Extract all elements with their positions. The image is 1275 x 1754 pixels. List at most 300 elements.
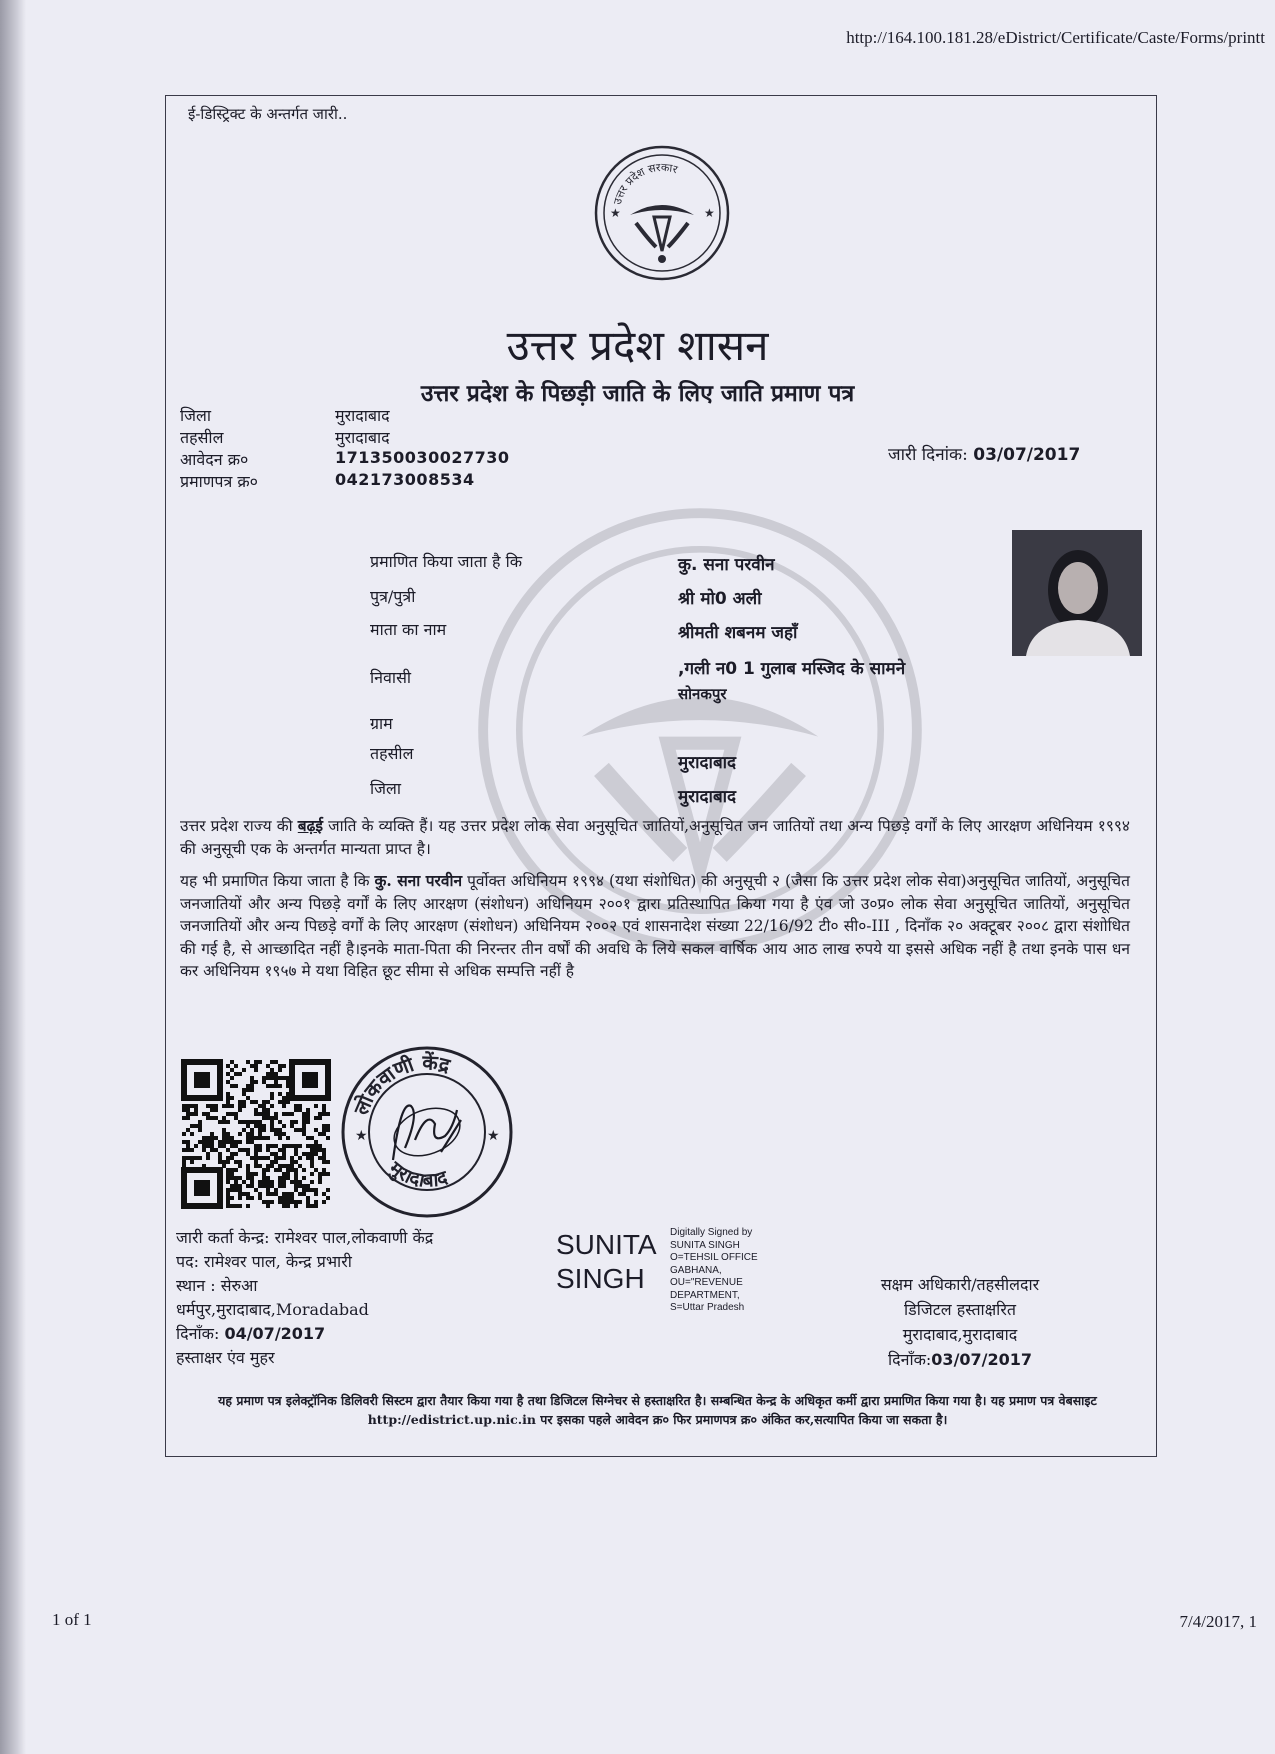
meta-label: तहसील — [180, 428, 224, 447]
qr-module — [306, 1108, 310, 1112]
qr-module — [230, 1152, 234, 1156]
qr-module — [262, 1136, 266, 1140]
qr-module — [310, 1160, 314, 1164]
qr-module — [270, 1096, 274, 1100]
qr-module — [322, 1156, 326, 1160]
qr-module — [226, 1064, 230, 1068]
qr-module — [230, 1184, 234, 1188]
qr-module — [246, 1124, 250, 1128]
authority-place: मुरादाबाद,मुरादाबाद — [902, 1325, 1018, 1344]
qr-module — [310, 1136, 314, 1140]
qr-module — [250, 1076, 254, 1080]
qr-module — [238, 1140, 242, 1144]
qr-module — [270, 1076, 274, 1080]
qr-module — [198, 1124, 202, 1128]
qr-module — [266, 1168, 270, 1172]
qr-module — [222, 1120, 226, 1124]
qr-module — [290, 1192, 294, 1196]
qr-module — [254, 1148, 258, 1152]
qr-module — [226, 1092, 230, 1096]
qr-module — [226, 1196, 230, 1200]
qr-module — [282, 1152, 286, 1156]
mother-name: श्रीमती शबनम जहाँ — [678, 623, 798, 643]
qr-module — [266, 1192, 270, 1196]
qr-module — [214, 1148, 218, 1152]
qr-module — [306, 1112, 310, 1116]
qr-module — [278, 1084, 282, 1088]
qr-module — [230, 1172, 234, 1176]
qr-module — [314, 1104, 318, 1108]
qr-module — [314, 1200, 318, 1204]
qr-module — [230, 1112, 234, 1116]
issuer-date — [176, 1322, 433, 1346]
qr-module — [226, 1096, 230, 1100]
qr-module — [262, 1172, 266, 1176]
meta-label: प्रमाणपत्र क्र० — [180, 472, 258, 491]
qr-module — [198, 1140, 202, 1144]
scan-edge-shadow — [0, 0, 26, 1754]
qr-module — [294, 1172, 298, 1176]
up-government-emblem-icon — [592, 143, 732, 283]
qr-module — [294, 1204, 298, 1208]
qr-module — [186, 1116, 190, 1120]
qr-module — [254, 1172, 258, 1176]
qr-module — [226, 1136, 230, 1140]
qr-module — [226, 1072, 230, 1076]
qr-module — [282, 1176, 286, 1180]
qr-module — [310, 1188, 314, 1192]
qr-module — [234, 1112, 238, 1116]
qr-module — [318, 1132, 322, 1136]
qr-module — [274, 1116, 278, 1120]
qr-module — [278, 1164, 282, 1168]
qr-module — [282, 1156, 286, 1160]
para2-post: पूर्वोक्त अधिनियम १९९४ (यथा संशोधित) की अनुसूची २ (जैसा कि उत्तर प्रदेश लोक सेवा)अनुसूचित जातियों, अनुसूचित जनजातियों और अन्य पिछड़े वर्गों के लिए आरक्षण (संशोधन) अधिनियम २००१ द्वारा प्रतिस्थापित किया गया है एंव जो उ०प्र० लोक सेवा अनुसूचित जातियों, अनुसूचित जनजातियों और अन्य पिछड़े वर्गों के लिए आरक्षण (संशोधन) अधिनियम २००२ एवं शासनादेश संख्या 22/16/92 टी० सी०-III , दिनाँक २० अक्टूबर २००८ द्वारा संशोधित की गई है, से आच्छादित नहीं है।इनके माता-पिता की निरन्तर तीन वर्षों की अवधि के लिये सकल वार्षिक आय आठ लाख रुपये या इससे अधिक नहीं है तथा इनके पास धन कर अधिनियम १९५७ मे यथा विहित छूट सीमा से अधिक सम्पत्ति नहीं है — [180, 872, 1130, 980]
qr-module — [270, 1092, 274, 1096]
qr-module — [294, 1200, 298, 1204]
qr-module — [294, 1188, 298, 1192]
qr-module — [246, 1176, 250, 1180]
qr-module — [270, 1124, 274, 1128]
qr-module — [258, 1060, 262, 1064]
qr-module — [266, 1108, 270, 1112]
qr-module — [306, 1188, 310, 1192]
qr-module — [222, 1136, 226, 1140]
qr-module — [270, 1160, 274, 1164]
qr-module — [194, 1144, 198, 1148]
qr-module — [274, 1112, 278, 1116]
qr-module — [274, 1060, 278, 1064]
qr-module — [242, 1092, 246, 1096]
qr-module — [254, 1136, 258, 1140]
qr-module — [282, 1144, 286, 1148]
issue-date-value: 03/07/2017 — [973, 445, 1081, 465]
qr-module — [294, 1160, 298, 1164]
qr-module — [266, 1100, 270, 1104]
qr-module — [234, 1152, 238, 1156]
qr-module — [230, 1060, 234, 1064]
print-date: 7/4/2017, 1 — [1179, 1612, 1257, 1631]
qr-module — [246, 1152, 250, 1156]
qr-module — [278, 1128, 282, 1132]
qr-module — [282, 1180, 286, 1184]
qr-module — [238, 1148, 242, 1152]
qr-module — [250, 1080, 254, 1084]
qr-module — [322, 1112, 326, 1116]
qr-module — [234, 1140, 238, 1144]
qr-module — [298, 1164, 302, 1168]
qr-module — [262, 1180, 266, 1184]
qr-module — [254, 1188, 258, 1192]
qr-module — [182, 1104, 186, 1108]
qr-module — [282, 1196, 286, 1200]
qr-module — [298, 1192, 302, 1196]
qr-module — [314, 1116, 318, 1120]
sig-note-line: OU="REVENUE — [670, 1277, 743, 1288]
issuer-post: पद: रामेश्वर पाल, केन्द्र प्रभारी — [176, 1252, 352, 1271]
qr-module — [274, 1188, 278, 1192]
qr-module — [290, 1196, 294, 1200]
qr-module — [326, 1196, 330, 1200]
qr-module — [218, 1120, 222, 1124]
qr-module — [238, 1104, 242, 1108]
verification-disclaimer: यह प्रमाण पत्र इलेक्ट्रॉनिक डिलिवरी सिस्टम द्वारा तैयार किया गया है तथा डिजिटल सिग्नेचर से हस्ताक्षरित है। सम्बन्धित केन्द्र के अधिकृत कर्मी द्वारा प्रमाणित किया गया है। यह प्रमाण पत्र वेबसाइट http://edistrict.up.nic.in पर इसका पहले आवेदन क्र० फिर प्रमाणपत्र क्र० अंकित कर,सत्यापित किया जा सकता है। — [218, 1393, 1097, 1427]
qr-module — [322, 1160, 326, 1164]
qr-module — [254, 1108, 258, 1112]
qr-module — [214, 1108, 218, 1112]
qr-module — [262, 1100, 266, 1104]
qr-module — [226, 1172, 230, 1176]
qr-module — [218, 1140, 222, 1144]
qr-module — [278, 1100, 282, 1104]
qr-module — [250, 1128, 254, 1132]
qr-module — [222, 1160, 226, 1164]
district-label: जिला — [370, 779, 402, 798]
qr-module — [278, 1176, 282, 1180]
qr-module — [318, 1180, 322, 1184]
certificate-number: 042173008534 — [335, 470, 475, 489]
qr-module — [198, 1156, 202, 1160]
meta-value: मुरादाबाद — [335, 406, 390, 425]
qr-module — [218, 1160, 222, 1164]
issuer-date-label: दिनाँक: — [176, 1324, 220, 1343]
qr-module — [262, 1104, 266, 1108]
qr-module — [190, 1112, 194, 1116]
qr-module — [322, 1128, 326, 1132]
qr-module — [322, 1192, 326, 1196]
qr-module — [226, 1156, 230, 1160]
para2-pre: यह भी प्रमाणित किया जाता है कि — [180, 872, 375, 890]
qr-module — [282, 1200, 286, 1204]
qr-module — [262, 1112, 266, 1116]
qr-module — [234, 1176, 238, 1180]
qr-module — [302, 1192, 306, 1196]
qr-module — [314, 1152, 318, 1156]
svg-text:उत्तर प्रदेश सरकार: उत्तर प्रदेश सरकार — [610, 160, 680, 206]
qr-module — [254, 1144, 258, 1148]
qr-module — [278, 1180, 282, 1184]
qr-module — [230, 1076, 234, 1080]
qr-module — [270, 1164, 274, 1168]
qr-module — [246, 1192, 250, 1196]
svg-text:लोकवाणी केंद्र: लोकवाणी केंद्र — [348, 1050, 453, 1119]
issue-date — [888, 442, 1080, 465]
qr-module — [246, 1140, 250, 1144]
qr-module — [306, 1152, 310, 1156]
qr-module — [326, 1188, 330, 1192]
qr-module — [298, 1128, 302, 1132]
qr-module — [194, 1104, 198, 1108]
qr-module — [322, 1200, 326, 1204]
meta-district-row — [180, 404, 510, 426]
qr-module — [306, 1144, 310, 1148]
qr-module — [318, 1148, 322, 1152]
qr-module — [286, 1176, 290, 1180]
qr-module — [270, 1060, 274, 1064]
qr-module — [230, 1136, 234, 1140]
qr-module — [226, 1148, 230, 1152]
qr-module — [242, 1088, 246, 1092]
qr-module — [294, 1176, 298, 1180]
certify-label: प्रमाणित किया जाता है कि — [370, 552, 523, 571]
qr-module — [246, 1060, 250, 1064]
qr-module — [186, 1108, 190, 1112]
qr-module — [322, 1124, 326, 1128]
qr-module — [262, 1076, 266, 1080]
qr-module — [202, 1144, 206, 1148]
qr-module — [322, 1148, 326, 1152]
qr-module — [254, 1064, 258, 1068]
para1-post: जाति के व्यक्ति हैं। यह उत्तर प्रदेश लोक सेवा अनुसूचित जातियों,अनुसूचित जन जातियों तथा अन्य पिछड़े वर्गों के लिए आरक्षण अधिनियम १९९४ की अनुसूची एक के अन्तर्गत मान्यता प्राप्त है। — [180, 817, 1130, 858]
qr-module — [270, 1200, 274, 1204]
qr-module — [290, 1120, 294, 1124]
qr-module — [270, 1152, 274, 1156]
qr-module — [226, 1160, 230, 1164]
qr-module — [182, 1148, 186, 1152]
qr-module — [254, 1152, 258, 1156]
qr-module — [278, 1200, 282, 1204]
qr-module — [310, 1180, 314, 1184]
sig-note-line: Digitally Signed by — [670, 1227, 753, 1238]
qr-module — [254, 1124, 258, 1128]
qr-module — [222, 1104, 226, 1108]
applicant-name: कु. सना परवीन — [678, 555, 775, 575]
qr-module — [234, 1116, 238, 1120]
qr-module — [294, 1120, 298, 1124]
qr-module — [250, 1136, 254, 1140]
authority-signed: डिजिटल हस्ताक्षरित — [904, 1300, 1016, 1319]
qr-module — [210, 1116, 214, 1120]
qr-module — [182, 1156, 186, 1160]
qr-module — [306, 1184, 310, 1188]
qr-module — [222, 1116, 226, 1120]
svg-text:★: ★ — [704, 206, 715, 220]
para1-pre: उत्तर प्रदेश राज्य की — [180, 817, 298, 835]
qr-module — [270, 1084, 274, 1088]
qr-module — [266, 1072, 270, 1076]
qr-module — [226, 1180, 230, 1184]
qr-module — [278, 1156, 282, 1160]
qr-module — [250, 1100, 254, 1104]
qr-module — [298, 1184, 302, 1188]
qr-module — [318, 1172, 322, 1176]
qr-module — [206, 1136, 210, 1140]
qr-module — [250, 1132, 254, 1136]
qr-module — [182, 1160, 186, 1164]
authority-date-value: 03/07/2017 — [931, 1350, 1033, 1369]
qr-module — [314, 1148, 318, 1152]
qr-module — [254, 1068, 258, 1072]
svg-text:★: ★ — [487, 1128, 500, 1144]
qr-module — [322, 1104, 326, 1108]
qr-module — [278, 1076, 282, 1080]
qr-module — [250, 1156, 254, 1160]
qr-module — [326, 1160, 330, 1164]
qr-module — [286, 1144, 290, 1148]
qr-module — [266, 1136, 270, 1140]
qr-module — [266, 1188, 270, 1192]
qr-module — [274, 1132, 278, 1136]
qr-module — [294, 1104, 298, 1108]
qr-module — [302, 1184, 306, 1188]
qr-module — [202, 1112, 206, 1116]
qr-module — [230, 1204, 234, 1208]
qr-module — [226, 1120, 230, 1124]
qr-module — [270, 1192, 274, 1196]
qr-module — [250, 1184, 254, 1188]
qr-module — [262, 1128, 266, 1132]
qr-module — [230, 1068, 234, 1072]
qr-module — [294, 1184, 298, 1188]
qr-module — [278, 1132, 282, 1136]
qr-module — [254, 1156, 258, 1160]
district-value: मुरादाबाद — [678, 787, 737, 807]
qr-module — [246, 1084, 250, 1088]
meta-label: आवेदन क्र० — [180, 450, 249, 469]
qr-module — [226, 1132, 230, 1136]
sig-note-line: O=TEHSIL OFFICE — [670, 1252, 758, 1263]
qr-module — [210, 1144, 214, 1148]
qr-module — [186, 1112, 190, 1116]
qr-module — [270, 1120, 274, 1124]
issue-date-label: जारी दिनांक: — [888, 445, 968, 465]
qr-module — [230, 1156, 234, 1160]
qr-module — [246, 1168, 250, 1172]
qr-module — [238, 1164, 242, 1168]
qr-module — [294, 1180, 298, 1184]
qr-module — [310, 1152, 314, 1156]
qr-module — [194, 1112, 198, 1116]
qr-module — [270, 1184, 274, 1188]
qr-module — [238, 1188, 242, 1192]
qr-module — [226, 1200, 230, 1204]
qr-module — [214, 1136, 218, 1140]
qr-module — [242, 1104, 246, 1108]
qr-module — [250, 1088, 254, 1092]
qr-module — [202, 1136, 206, 1140]
qr-module — [314, 1204, 318, 1208]
qr-module — [298, 1108, 302, 1112]
sig-note-line: DEPARTMENT, — [670, 1289, 740, 1301]
qr-module — [226, 1112, 230, 1116]
qr-module — [262, 1080, 266, 1084]
qr-module — [314, 1188, 318, 1192]
qr-module — [238, 1204, 242, 1208]
qr-module — [274, 1084, 278, 1088]
svg-text:★: ★ — [355, 1128, 368, 1144]
qr-module — [282, 1096, 286, 1100]
qr-module — [298, 1200, 302, 1204]
qr-module — [286, 1112, 290, 1116]
qr-module — [314, 1140, 318, 1144]
qr-module — [282, 1192, 286, 1196]
qr-module — [226, 1104, 230, 1108]
qr-module — [254, 1080, 258, 1084]
qr-module — [318, 1112, 322, 1116]
resident-label: निवासी — [370, 668, 412, 687]
sig-note-line: GABHANA, — [670, 1264, 722, 1276]
qr-module — [202, 1148, 206, 1152]
qr-module — [246, 1172, 250, 1176]
qr-module — [326, 1112, 330, 1116]
qr-module — [286, 1204, 290, 1208]
qr-module — [270, 1116, 274, 1120]
qr-module — [210, 1140, 214, 1144]
qr-module — [290, 1160, 294, 1164]
qr-module — [258, 1156, 262, 1160]
qr-module — [294, 1144, 298, 1148]
authority-title: सक्षम अधिकारी/तहसीलदार — [880, 1275, 1040, 1294]
qr-module — [274, 1160, 278, 1164]
qr-module — [226, 1080, 230, 1084]
qr-module — [282, 1164, 286, 1168]
qr-module — [314, 1168, 318, 1172]
qr-module — [230, 1168, 234, 1172]
qr-module — [274, 1192, 278, 1196]
qr-module — [318, 1156, 322, 1160]
qr-module — [194, 1108, 198, 1112]
qr-module — [258, 1128, 262, 1132]
issuing-center: जारी कर्ता केन्द्र: रामेश्वर पाल,लोकवाणी केंद्र — [176, 1228, 434, 1247]
qr-module — [254, 1112, 258, 1116]
qr-module — [270, 1144, 274, 1148]
qr-module — [234, 1160, 238, 1164]
qr-module — [238, 1160, 242, 1164]
qr-module — [302, 1132, 306, 1136]
qr-module — [226, 1140, 230, 1144]
qr-module — [258, 1104, 262, 1108]
qr-module — [302, 1112, 306, 1116]
qr-module — [282, 1076, 286, 1080]
qr-module — [186, 1128, 190, 1132]
qr-module — [206, 1156, 210, 1160]
qr-module — [234, 1072, 238, 1076]
qr-module — [210, 1148, 214, 1152]
qr-module — [246, 1184, 250, 1188]
qr-module — [250, 1180, 254, 1184]
qr-module — [298, 1144, 302, 1148]
qr-module — [278, 1184, 282, 1188]
qr-module — [250, 1140, 254, 1144]
certificate-subtitle: उत्तर प्रदेश के पिछड़ी जाति के लिए जाति प्रमाण पत्र — [420, 380, 855, 407]
qr-module — [306, 1196, 310, 1200]
qr-module — [290, 1164, 294, 1168]
qr-module — [254, 1164, 258, 1168]
qr-module — [310, 1164, 314, 1168]
qr-module — [226, 1168, 230, 1172]
qr-module — [306, 1120, 310, 1124]
qr-module — [250, 1064, 254, 1068]
